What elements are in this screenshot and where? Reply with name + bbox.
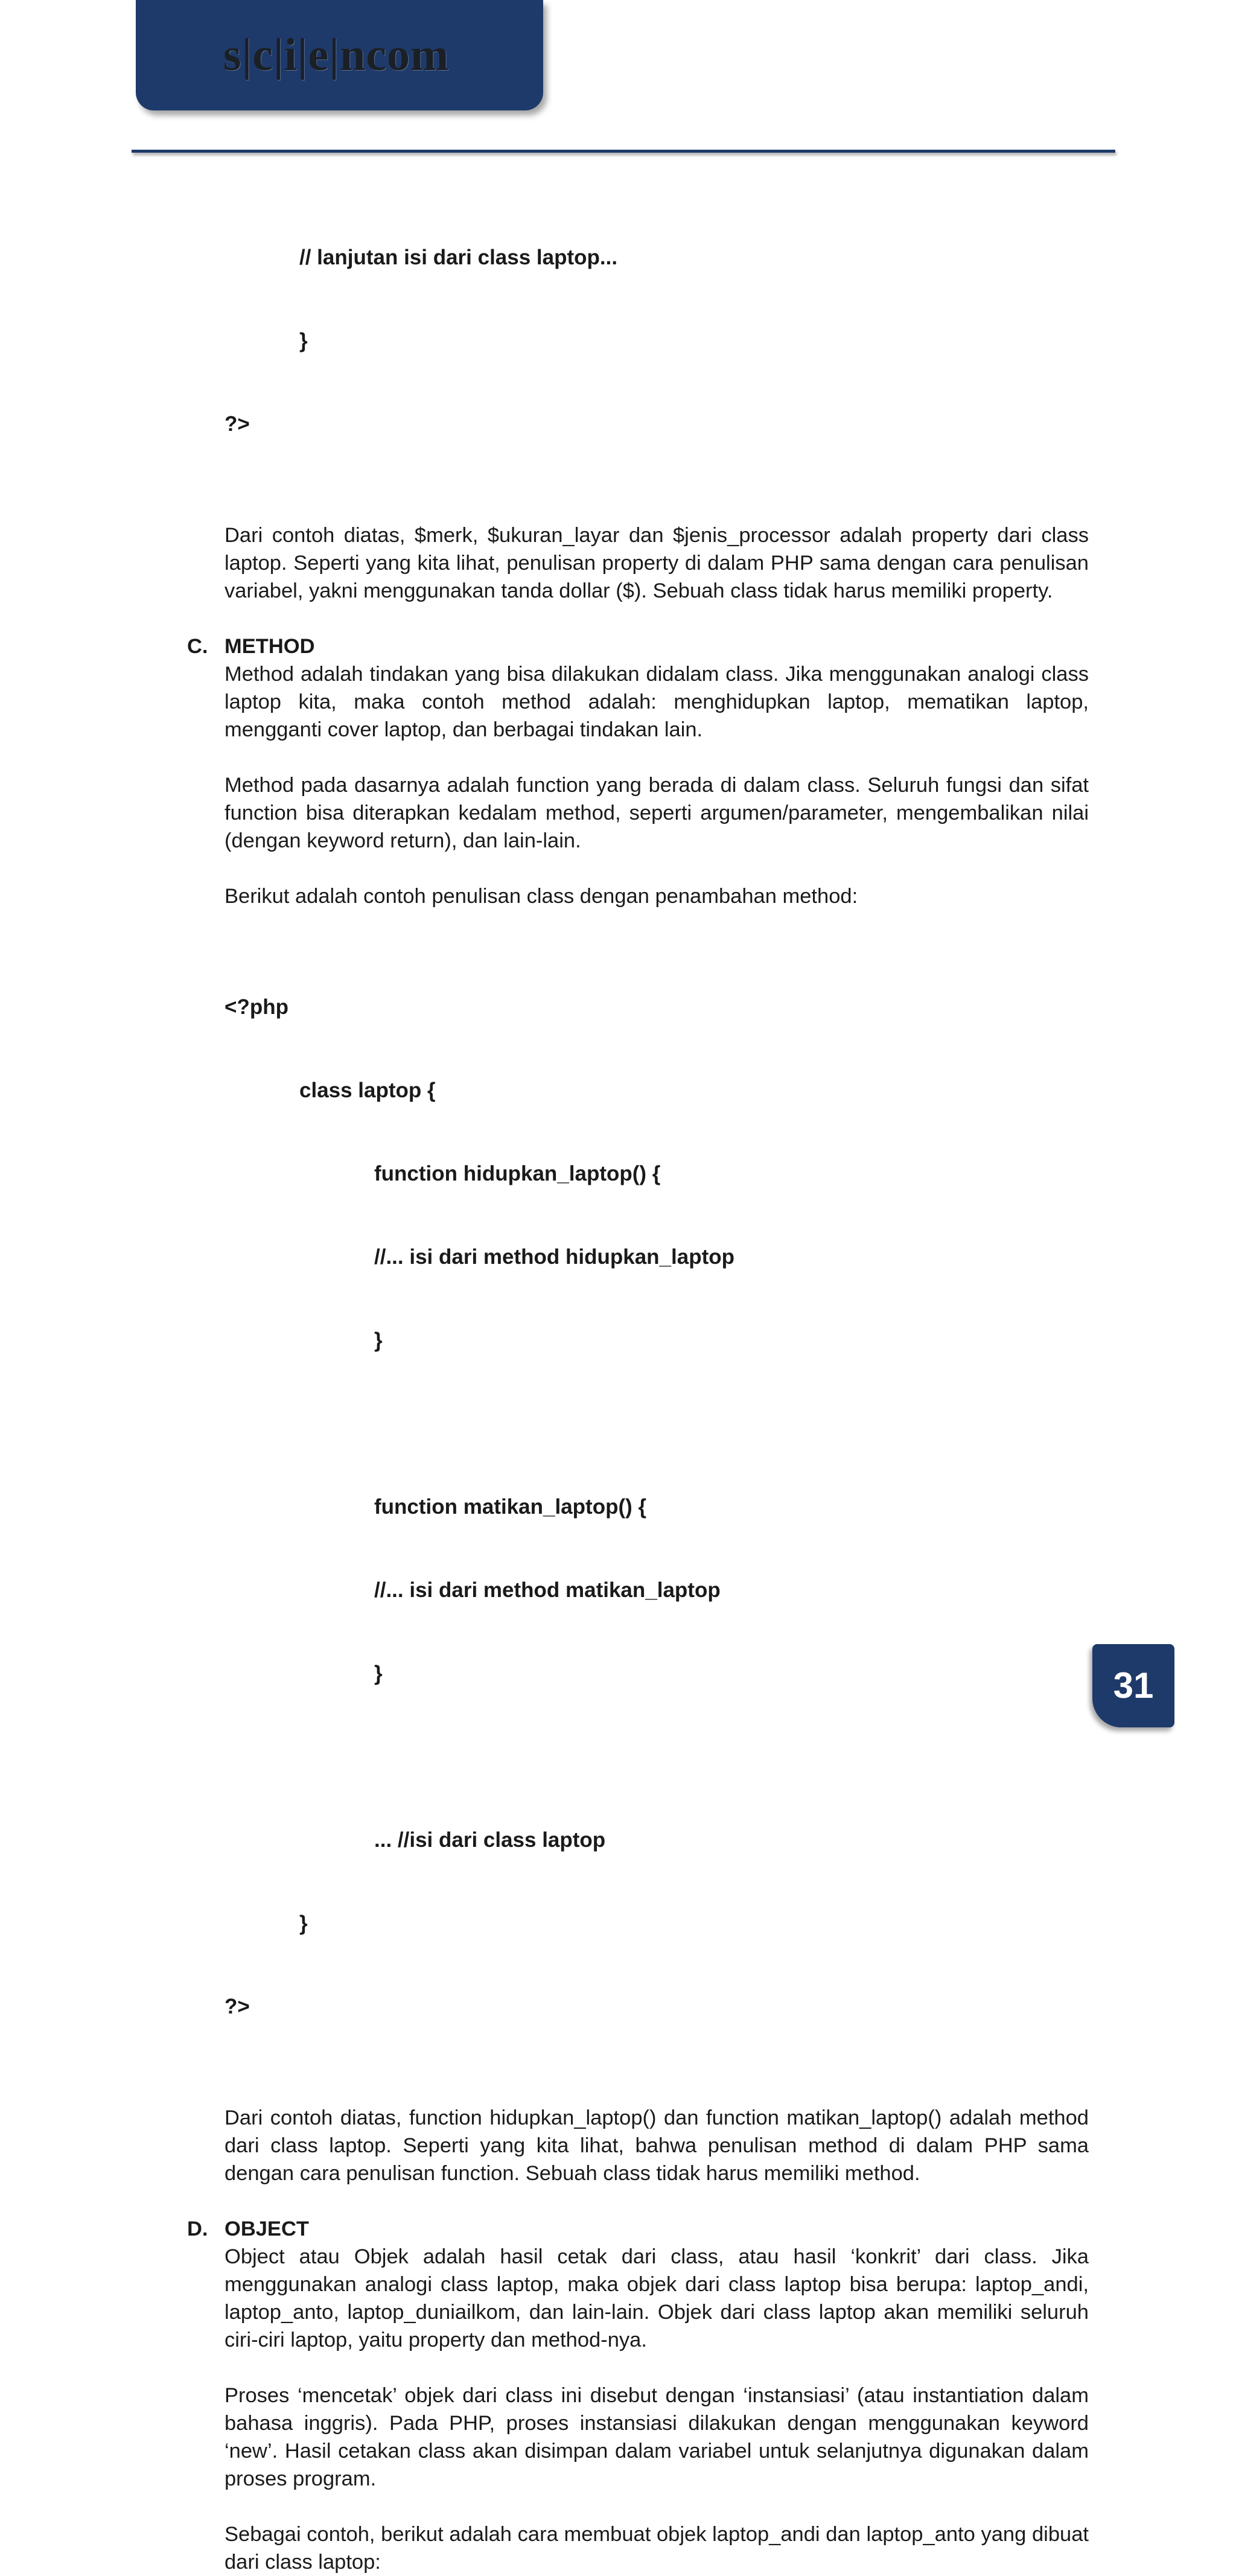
paragraph-method-2: Method pada dasarnya adalah function yang berada di dalam class. Seluruh fungsi dan sifat function bisa diterapkan kedalam method, seperti argumen/parameter, mengembalikan nilai (dengan keyword return), dan lain-lain.	[225, 774, 1089, 852]
header-tab	[136, 0, 543, 110]
code-line: }	[374, 1328, 383, 1352]
code-line: }	[374, 1662, 383, 1685]
code-line	[225, 1410, 1089, 1438]
page-number: 31	[1092, 1644, 1174, 1727]
logo: s|c|i|e|ncom	[223, 30, 450, 80]
section-heading-object	[187, 2215, 1089, 2243]
code-line	[225, 1743, 1089, 1771]
paragraph-object-2: Proses ‘mencetak’ objek dari class ini disebut dengan ‘instansiasi’ (atau instantiation dalam bahasa inggris). Pada PHP, proses instansiasi dilakukan dengan menggunakan keyword ‘new’. Hasil cetakan class akan disimpan dalam variabel untuk selanjutnya digunakan dalam proses program.	[225, 2384, 1089, 2490]
section-letter: D.	[187, 2217, 208, 2240]
paragraph-object-1: Object atau Objek adalah hasil cetak dari class, atau hasil ‘konkrit’ dari class. Jika menggunakan analogi class laptop, maka objek dari class laptop bisa berupa: laptop_andi, laptop_anto, laptop_duniailkom, dan lain-lain. Objek dari class laptop akan memiliki seluruh ciri-ciri laptop, yaitu property dan method-nya.	[225, 2245, 1089, 2351]
code-line: //... isi dari method hidupkan_laptop	[374, 1245, 734, 1269]
code-line: ... //isi dari class laptop	[374, 1828, 606, 1852]
paragraph-method-4: Dari contoh diatas, function hidupkan_laptop() dan function matikan_laptop() adalah method dari class laptop. Seperti yang kita lihat, bahwa penulisan method di dalam PHP sama dengan cara penulisan function. Sebuah class tidak harus memiliki method.	[225, 2106, 1089, 2185]
code-line: }	[299, 1911, 308, 1935]
code-block-1	[225, 188, 1089, 494]
code-block-2	[225, 938, 1089, 2076]
section-heading-method	[187, 633, 1089, 660]
code-line: function hidupkan_laptop() {	[374, 1162, 661, 1185]
paragraph-method-3: Berikut adalah contoh penulisan class dengan penambahan method:	[225, 885, 858, 908]
paragraph-method-1: Method adalah tindakan yang bisa dilakukan didalam class. Jika menggunakan analogi class laptop kita, maka contoh method adalah: menghidupkan laptop, mematikan laptop, mengganti cover laptop, dan berbagai tindakan lain.	[225, 663, 1089, 741]
paragraph-property: Dari contoh diatas, $merk, $ukuran_layar dan $jenis_processor adalah property dari class laptop. Seperti yang kita lihat, penulisan property di dalam PHP sama dengan cara penulisan variabel, yakni menggunakan tanda dollar ($). Sebuah class tidak harus memiliki property.	[225, 524, 1089, 602]
code-line: //... isi dari method matikan_laptop	[374, 1578, 721, 1602]
code-line: }	[299, 329, 308, 352]
code-line: ?>	[225, 412, 250, 436]
code-line: // lanjutan isi dari class laptop...	[299, 246, 618, 269]
code-line: function matikan_laptop() {	[374, 1495, 647, 1519]
section-title: METHOD	[225, 635, 315, 658]
code-line: ?>	[225, 1995, 250, 2018]
page-content	[187, 188, 1089, 2576]
header-rule	[132, 150, 1115, 153]
code-line: <?php	[225, 995, 288, 1019]
code-line: class laptop {	[299, 1079, 436, 1102]
section-title: OBJECT	[225, 2217, 309, 2240]
paragraph-object-3: Sebagai contoh, berikut adalah cara membuat objek laptop_andi dan laptop_anto yang dibuat dari class laptop:	[225, 2523, 1089, 2574]
section-letter: C.	[187, 635, 208, 658]
